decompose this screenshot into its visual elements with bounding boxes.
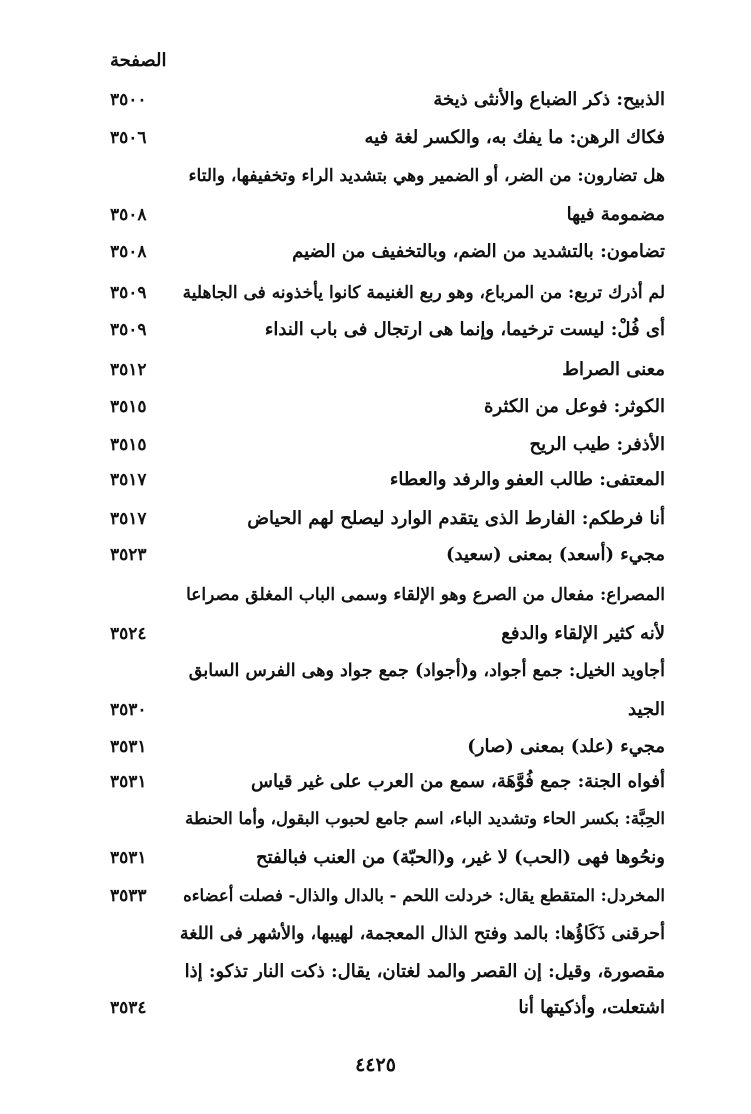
entry-text: معنى الصراط — [562, 359, 665, 380]
entry-page: ٣٥١٥ — [110, 435, 147, 455]
entry-page: ٣٥٠٩ — [110, 283, 147, 303]
entry-text: الذبيح: ذكر الضباع والأنثى ذيخة — [433, 89, 665, 110]
entry-text: تضامون: بالتشديد من الضم، وبالتخفيف من الضيم — [292, 241, 665, 262]
entry-page: ٣٥٠٠ — [110, 90, 147, 110]
entry-text: مجيء (علد) بمعنى (صار) — [467, 736, 665, 757]
entry-text: أنا فرطكم: الفارط الذى يتقدم الوارد ليصلح لهم الحياض — [247, 508, 665, 529]
entry-page: ٣٥١٧ — [110, 509, 147, 529]
entry-page: ٣٥١٢ — [110, 360, 147, 380]
page-number: ٤٤٢٥ — [355, 1054, 396, 1076]
entry-page: ٣٥٠٦ — [110, 128, 147, 148]
entry-text: أحرقنى ذَكَاؤُها: بالمد وفتح الذال المعجمة، لهيبها، والأشهر فى اللغة — [179, 924, 665, 944]
index-entry — [110, 735, 665, 771]
entry-text: الكوثر: فوعل من الكثرة — [484, 396, 665, 417]
entry-page: ٣٥٣٤ — [110, 998, 147, 1018]
entry-text: لأنه كثير الإلقاء والدفع — [501, 623, 665, 644]
entry-text: المعتفى: طالب العفو والرفد والعطاء — [389, 469, 665, 490]
index-entry — [110, 203, 665, 239]
entry-page: ٣٥٠٨ — [110, 242, 147, 262]
index-entry — [110, 698, 665, 734]
index-entry — [110, 507, 665, 543]
entry-page: ٣٥١٥ — [110, 397, 147, 417]
index-entry — [110, 358, 665, 394]
index-entry — [110, 622, 665, 658]
index-entry — [110, 318, 665, 354]
index-entry — [110, 543, 665, 579]
entry-page: ٣٥٢٣ — [110, 545, 147, 565]
index-entry — [110, 240, 665, 276]
entry-text: أفواه الجنة: جمع فُوَّهَة، سمع من العرب على غير قياس — [251, 771, 665, 792]
entry-text: الأذفر: طيب الريح — [529, 434, 665, 455]
entry-text: المصراع: مفعال من الصرع وهو الإلقاء وسمى الباب المغلق مصراعا — [186, 585, 665, 605]
entry-text: مضمومة فيها — [566, 204, 665, 225]
index-entry — [110, 996, 665, 1032]
entry-page: ٣٥٣٠ — [110, 700, 147, 720]
entry-text: الحِبَّة: بكسر الحاء وتشديد الباء، اسم جامع لحبوب البقول، وأما الحنطة — [185, 809, 665, 828]
index-entry — [110, 846, 665, 882]
index-entry — [110, 395, 665, 431]
index-entry — [110, 770, 665, 806]
entry-page: ٣٥٠٨ — [110, 205, 147, 225]
entry-page: ٣٥٠٩ — [110, 320, 147, 340]
page-column-header: الصفحة — [110, 50, 167, 71]
index-entry — [110, 583, 665, 619]
entry-page: ٣٥٢٤ — [110, 624, 147, 644]
index-entry — [110, 88, 665, 124]
entry-text: أجاويد الخيل: جمع أجواد، و(أجواد) جمع جواد وهى الفرس السابق — [188, 661, 665, 681]
index-entry — [110, 659, 665, 695]
index-entry — [110, 164, 665, 200]
entry-text: اشتعلت، وأذكيتها أنا — [518, 997, 665, 1018]
index-entry — [110, 468, 665, 504]
entry-text: أى فُلْ: ليست ترخيما، وإنما هى ارتجال فى باب النداء — [264, 319, 665, 340]
entry-page: ٣٥٣١ — [110, 737, 147, 757]
entry-page: ٣٥٣١ — [110, 772, 147, 792]
entry-text: مجيء (أسعد) بمعنى (سعيد) — [446, 544, 665, 565]
index-entry — [110, 433, 665, 469]
entry-text: فكاك الرهن: ما يفك به، والكسر لغة فيه — [364, 127, 665, 148]
entry-page: ٣٥٣١ — [110, 848, 147, 868]
entry-page: ٣٥٣٣ — [110, 886, 147, 906]
entry-text: الجيد — [628, 699, 665, 720]
index-entry — [110, 281, 665, 317]
entry-text: لم أذرك تربع: من المرباع، وهو ربع الغنيمة كانوا يأخذونه فى الجاهلية — [182, 283, 665, 303]
entry-text: مقصورة، وقيل: إن القصر والمد لغتان، يقال: ذكت النار تذكو: إذا — [184, 961, 665, 982]
index-entry — [110, 884, 665, 920]
index-entry — [110, 922, 665, 958]
index-entry — [110, 126, 665, 162]
entry-text: المخردل: المتقطع يقال: خردلت اللحم - بالدال والذال- فصلت أعضاءه — [183, 886, 665, 905]
index-entry — [110, 807, 665, 843]
entry-text: هل تضارون: من الضر، أو الضمير وهي بتشديد الراء وتخفيفها، والتاء — [188, 166, 665, 186]
entry-page: ٣٥١٧ — [110, 470, 147, 490]
entry-text: ونحُوها فهى (الحب) لا غير، و(الحبّة) من العنب فبالفتح — [256, 847, 665, 868]
index-entry — [110, 960, 665, 996]
